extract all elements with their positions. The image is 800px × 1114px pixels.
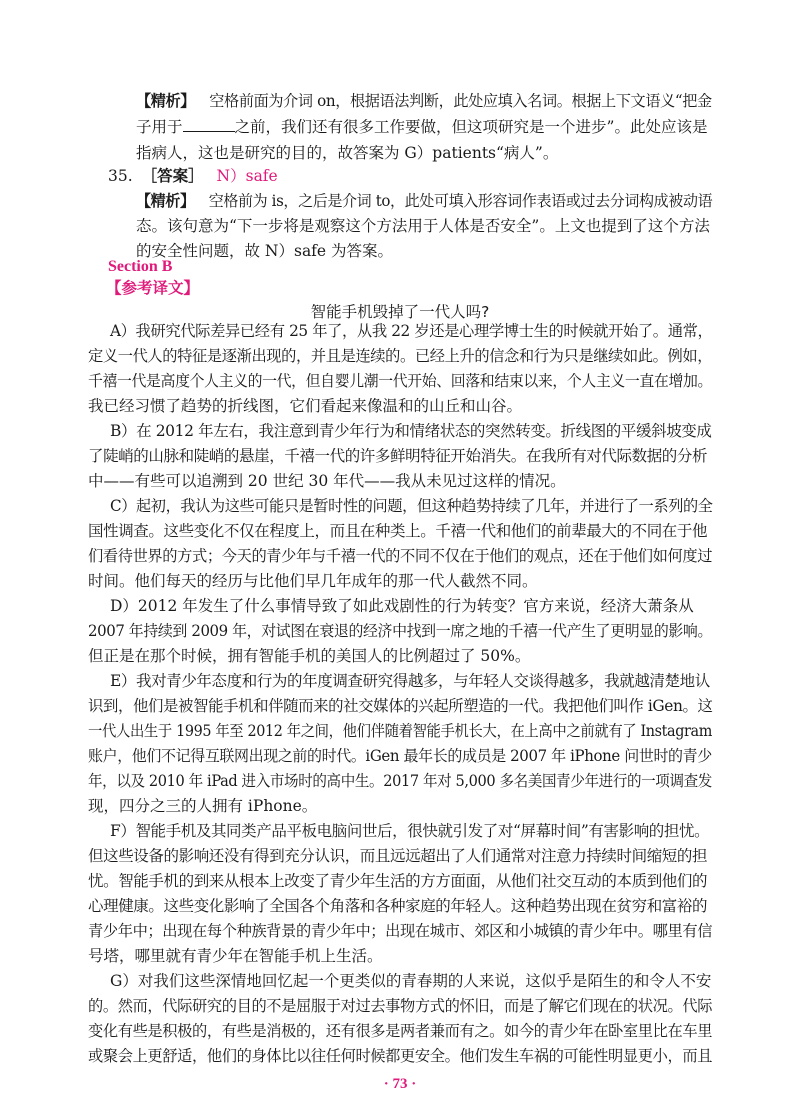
paragraph-a-line-4: 我已经习惯了趋势的折线图，它们看起来像温和的山丘和山谷。 <box>88 397 523 415</box>
q35-answer-line <box>108 165 278 187</box>
fill-blank <box>183 117 235 132</box>
paragraph-d-line-1: D）2012 年发生了什么事情导致了如此戏剧性的行为转变？官方来说，经济大萧条从 <box>110 597 694 615</box>
paragraph-a-line-3: 千禧一代是高度个人主义的一代，但自婴儿潮一代开始、回落和结束以来，个人主义一直在增加。 <box>88 372 712 390</box>
answer-value: N）safe <box>216 167 278 185</box>
paragraph-c-line-2: 国性调查。这些变化不仅在程度上，而且在种类上。千禧一代和他们的前辈最大的不同在于他 <box>88 522 708 540</box>
paragraph-a-line-1: A）我研究代际差异已经有 25 年了，从我 22 岁还是心理学博士生的时候就开始了。通常， <box>110 322 713 340</box>
paragraph-g-line-2: 的。然而，代际研究的目的不是屈服于对过去事物方式的怀旧，而是了解它们现在的状况。代际 <box>88 997 713 1015</box>
section-heading: Section B <box>108 258 173 275</box>
q34-analysis-line-1: 【精析】 空格前面为介词 on，根据语法判断，此处应填入名词。根据上下文语义“把金 <box>136 91 712 110</box>
paragraph-c-line-3: 们看待世界的方式；今天的青少年与千禧一代的不同不仅在于他们的观点，还在于他们如何度过 <box>88 547 713 565</box>
paragraph-c-line-1: C）起初，我认为这些可能只是暂时性的问题，但这种趋势持续了几年，并进行了一系列的全 <box>110 497 713 515</box>
page-number: · 73 · <box>383 1076 417 1092</box>
answer-label: ［答案］ <box>141 166 204 185</box>
paragraph-f-line-6: 号塔，哪里就有青少年在智能手机上生活。 <box>88 947 383 965</box>
paragraph-e-line-4: 账户，他们不记得互联网出现之前的时代。iGen 最年长的成员是 2007 年 iPhone 问世时的青少 <box>88 747 712 765</box>
q34-analysis-line-2: 子用于 之前，我们还有很多工作要做，但这项研究是一个进步”。此处应该是 <box>136 118 708 136</box>
q35-analysis-line-3: 的安全性问题，故 N）safe 为答案。 <box>136 242 394 260</box>
paragraph-f-line-1: F）智能手机及其同类产品平板电脑问世后，很快就引发了对“屏幕时间”有害影响的担忧。 <box>110 822 710 840</box>
paragraph-b-line-2: 了陡峭的山脉和陡峭的悬崖，千禧一代的许多鲜明特征开始消失。在我所有对代际数据的分析 <box>88 447 708 465</box>
paragraph-b-line-3: 中——有些可以追溯到 20 世纪 30 年代——我从未见过这样的情况。 <box>88 472 566 490</box>
analysis-label: 【精析】 <box>136 91 196 110</box>
paragraph-f-line-2: 但这些设备的影响还没有得到充分认识，而且远远超出了人们通常对注意力持续时间缩短的担 <box>88 847 708 865</box>
paragraph-d-line-3: 但正是在那个时候，拥有智能手机的美国人的比例超过了 50%。 <box>88 647 531 665</box>
article-title: 智能手机毁掉了一代人吗? <box>310 303 490 321</box>
paragraph-e-line-3: 一代人出生于 1995 年至 2012 年之间，他们伴随着智能手机长大，在上高中之前就有了 Instagram <box>88 722 712 740</box>
paragraph-b-line-1: B）在 2012 年左右，我注意到青少年行为和情绪状态的突然转变。折线图的平缓斜坡变成 <box>110 422 712 440</box>
paragraph-e-line-2: 识到，他们是被智能手机和伴随而来的社交媒体的兴起所塑造的一代。我把他们叫作 iGen。这 <box>88 697 713 715</box>
paragraph-a-line-2: 定义一代人的特征是逐渐出现的，并且是连续的。已经上升的信念和行为只是继续如此。例如， <box>88 347 713 365</box>
paragraph-g-line-4: 或聚会上更舒适，他们的身体比以往任何时候都更安全。他们发生车祸的可能性明显更小，而且 <box>88 1047 713 1065</box>
q35-analysis-line-1: 【精析】 空格前为 is，之后是介词 to，此处可填入形容词作表语或过去分词构成被动语 <box>136 191 713 210</box>
paragraph-f-line-3: 忧。智能手机的到来从根本上改变了青少年生活的方方面面，从他们社交互动的本质到他们的 <box>88 872 708 890</box>
paragraph-e-line-1: E）我对青少年态度和行为的年度调查研究得越多，与年轻人交谈得越多，我就越清楚地认 <box>110 672 710 690</box>
paragraph-g-line-1: G）对我们这些深情地回忆起一个更类似的青春期的人来说，这似乎是陌生的和令人不安 <box>110 972 712 990</box>
question-number: 35. <box>108 167 133 185</box>
q34-analysis-line-3: 指病人，这也是研究的目的，故答案为 G）patients“病人”。 <box>136 144 559 162</box>
paragraph-c-line-4: 时间。他们每天的经历与比他们早几年成年的那一代人截然不同。 <box>88 572 538 590</box>
analysis-label: 【精析】 <box>136 191 195 210</box>
paragraph-f-line-4: 心理健康。这些变化影响了全国各个角落和各种家庭的年轻人。这种趋势出现在贫穷和富裕的 <box>88 897 708 915</box>
q35-analysis-line-2: 态。该句意为“下一步将是观察这个方法用于人体是否安全”。上文也提到了这个方法 <box>136 217 710 235</box>
paragraph-d-line-2: 2007 年持续到 2009 年，对试图在衰退的经济中找到一席之地的千禧一代产生了更明显的影响。 <box>88 622 713 640</box>
paragraph-g-line-3: 变化有些是积极的，有些是消极的，还有很多是两者兼而有之。如今的青少年在卧室里比在车里 <box>88 1022 713 1040</box>
paragraph-f-line-5: 青少年中；出现在每个种族背景的青少年中；出现在城市、郊区和小城镇的青少年中。哪里有信 <box>88 922 713 940</box>
reference-translation-label: 【参考译文】 <box>106 278 200 297</box>
paragraph-e-line-6: 现，四分之三的人拥有 iPhone。 <box>88 797 318 815</box>
paragraph-e-line-5: 年，以及 2010 年 iPad 进入市场时的高中生。2017 年对 5,000 多名美国青少年进行的一项调查发 <box>88 772 712 790</box>
